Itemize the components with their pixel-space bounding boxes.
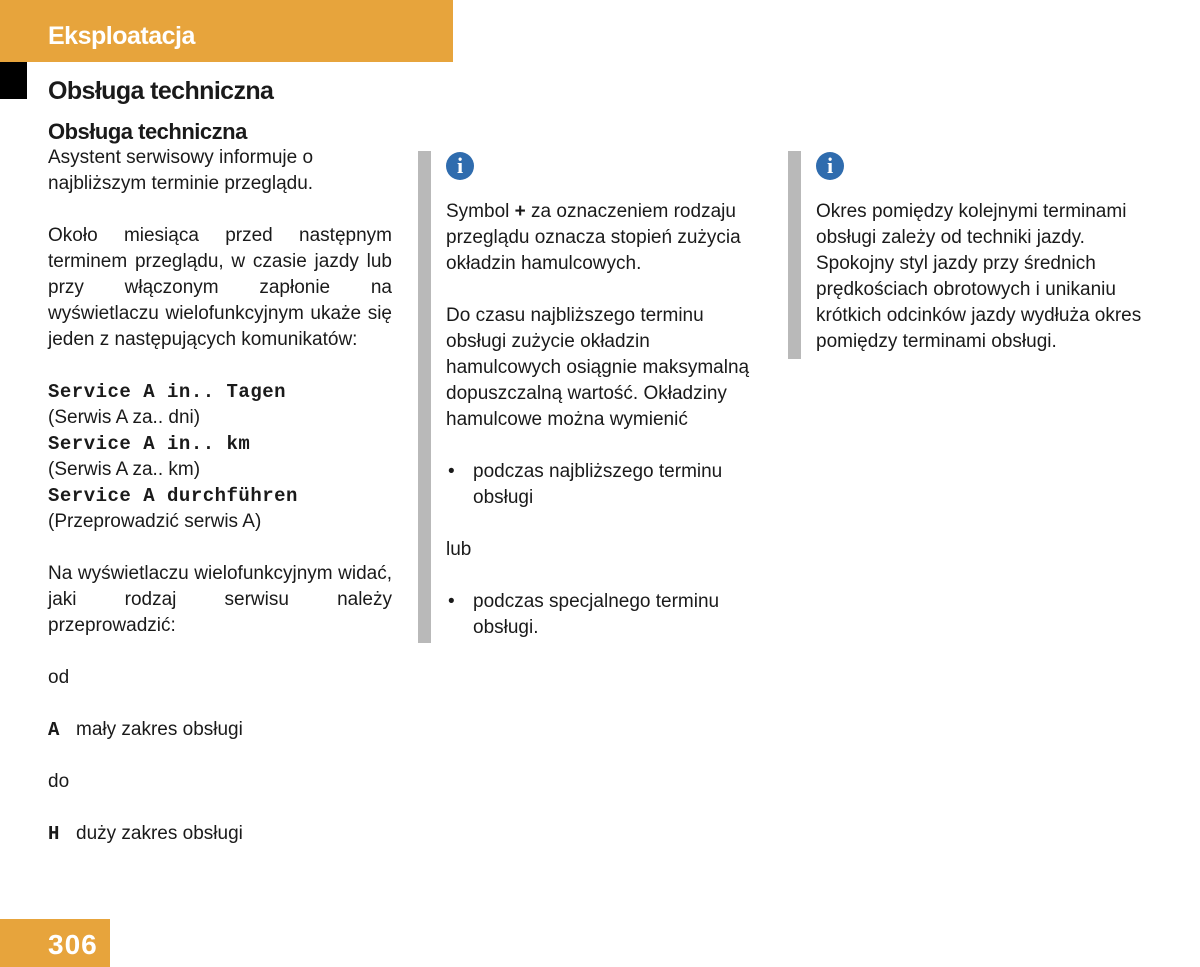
- to-label: do: [48, 771, 70, 792]
- message-translation-2: (Serwis A za.. km): [48, 459, 201, 480]
- small-service-key: A: [48, 719, 60, 741]
- message-translation-1: (Serwis A za.. dni): [48, 407, 201, 428]
- list-item: • podczas specjalnego terminu obsługi.: [448, 591, 720, 638]
- messages-intro-paragraph: Około miesiąca przed następnym terminem przeglądu, w czasie jazdy lub przy włączonym zapłonie na wyświetlaczu wielofunkcyjnym ukaże się jeden z następujących komunikatów:: [48, 225, 392, 350]
- subsection-title: Obsługa techniczna: [48, 119, 247, 144]
- info-icon: i: [816, 152, 844, 180]
- bullet-icon: •: [448, 591, 455, 612]
- info-icon: i: [446, 152, 474, 180]
- large-service-text: duży zakres obsługi: [76, 823, 243, 844]
- message-code-3: Service A durchführen: [48, 485, 298, 507]
- plus-symbol: +: [514, 201, 526, 222]
- from-label: od: [48, 667, 70, 688]
- list-item: • podczas najbliższego terminu obsługi: [448, 461, 723, 508]
- page-number-box: [0, 919, 110, 967]
- page-title: Obsługa techniczna: [48, 77, 274, 105]
- bullet-icon: •: [448, 461, 455, 482]
- section-header: [0, 0, 453, 62]
- info-note-driving-style: [816, 152, 1146, 355]
- main-column: [48, 119, 392, 847]
- service-type-paragraph: Na wyświetlaczu wielofunkcyjnym widać, jaki rodzaj serwisu należy przeprowadzić:: [48, 563, 392, 636]
- section-header-label: Eksploatacja: [48, 22, 195, 50]
- message-code-1: Service A in.. Tagen: [48, 381, 287, 403]
- note-sidebar-bar: [788, 151, 801, 359]
- note-sidebar-bar: [418, 151, 431, 643]
- info-note-brake-pads: [446, 152, 766, 641]
- small-service-row: [48, 717, 392, 743]
- driving-style-note: Okres pomiędzy kolejnymi terminami obsługi zależy od techniki jazdy. Spokojny styl jazdy przy średnich prędkościach obrotowych i unikaniu krótkich odcinków jazdy wydłuża okres pomiędzy terminami obsługi.: [816, 201, 1142, 352]
- large-service-row: [48, 821, 392, 847]
- intro-paragraph: Asystent serwisowy informuje o najbliższym terminie przeglądu.: [48, 147, 314, 194]
- large-service-key: H: [48, 823, 60, 845]
- message-code-2: Service A in.. km: [48, 433, 251, 455]
- brake-note-paragraph-2: Do czasu najbliższego terminu obsługi zużycie okładzin hamulcowych osiągnie maksymalną dopuszczalną wartość. Okładziny hamulcowe można wymienić: [446, 305, 750, 430]
- or-label: lub: [446, 539, 472, 560]
- small-service-text: mały zakres obsługi: [76, 719, 243, 740]
- section-marker: [0, 62, 27, 99]
- message-translation-3: (Przeprowadzić serwis A): [48, 511, 262, 532]
- brake-note-paragraph-1: Symbol + za oznaczeniem rodzaju przeglądu oznacza stopień zużycia okładzin hamulcowych.: [446, 201, 741, 274]
- page-number: 306: [48, 929, 98, 960]
